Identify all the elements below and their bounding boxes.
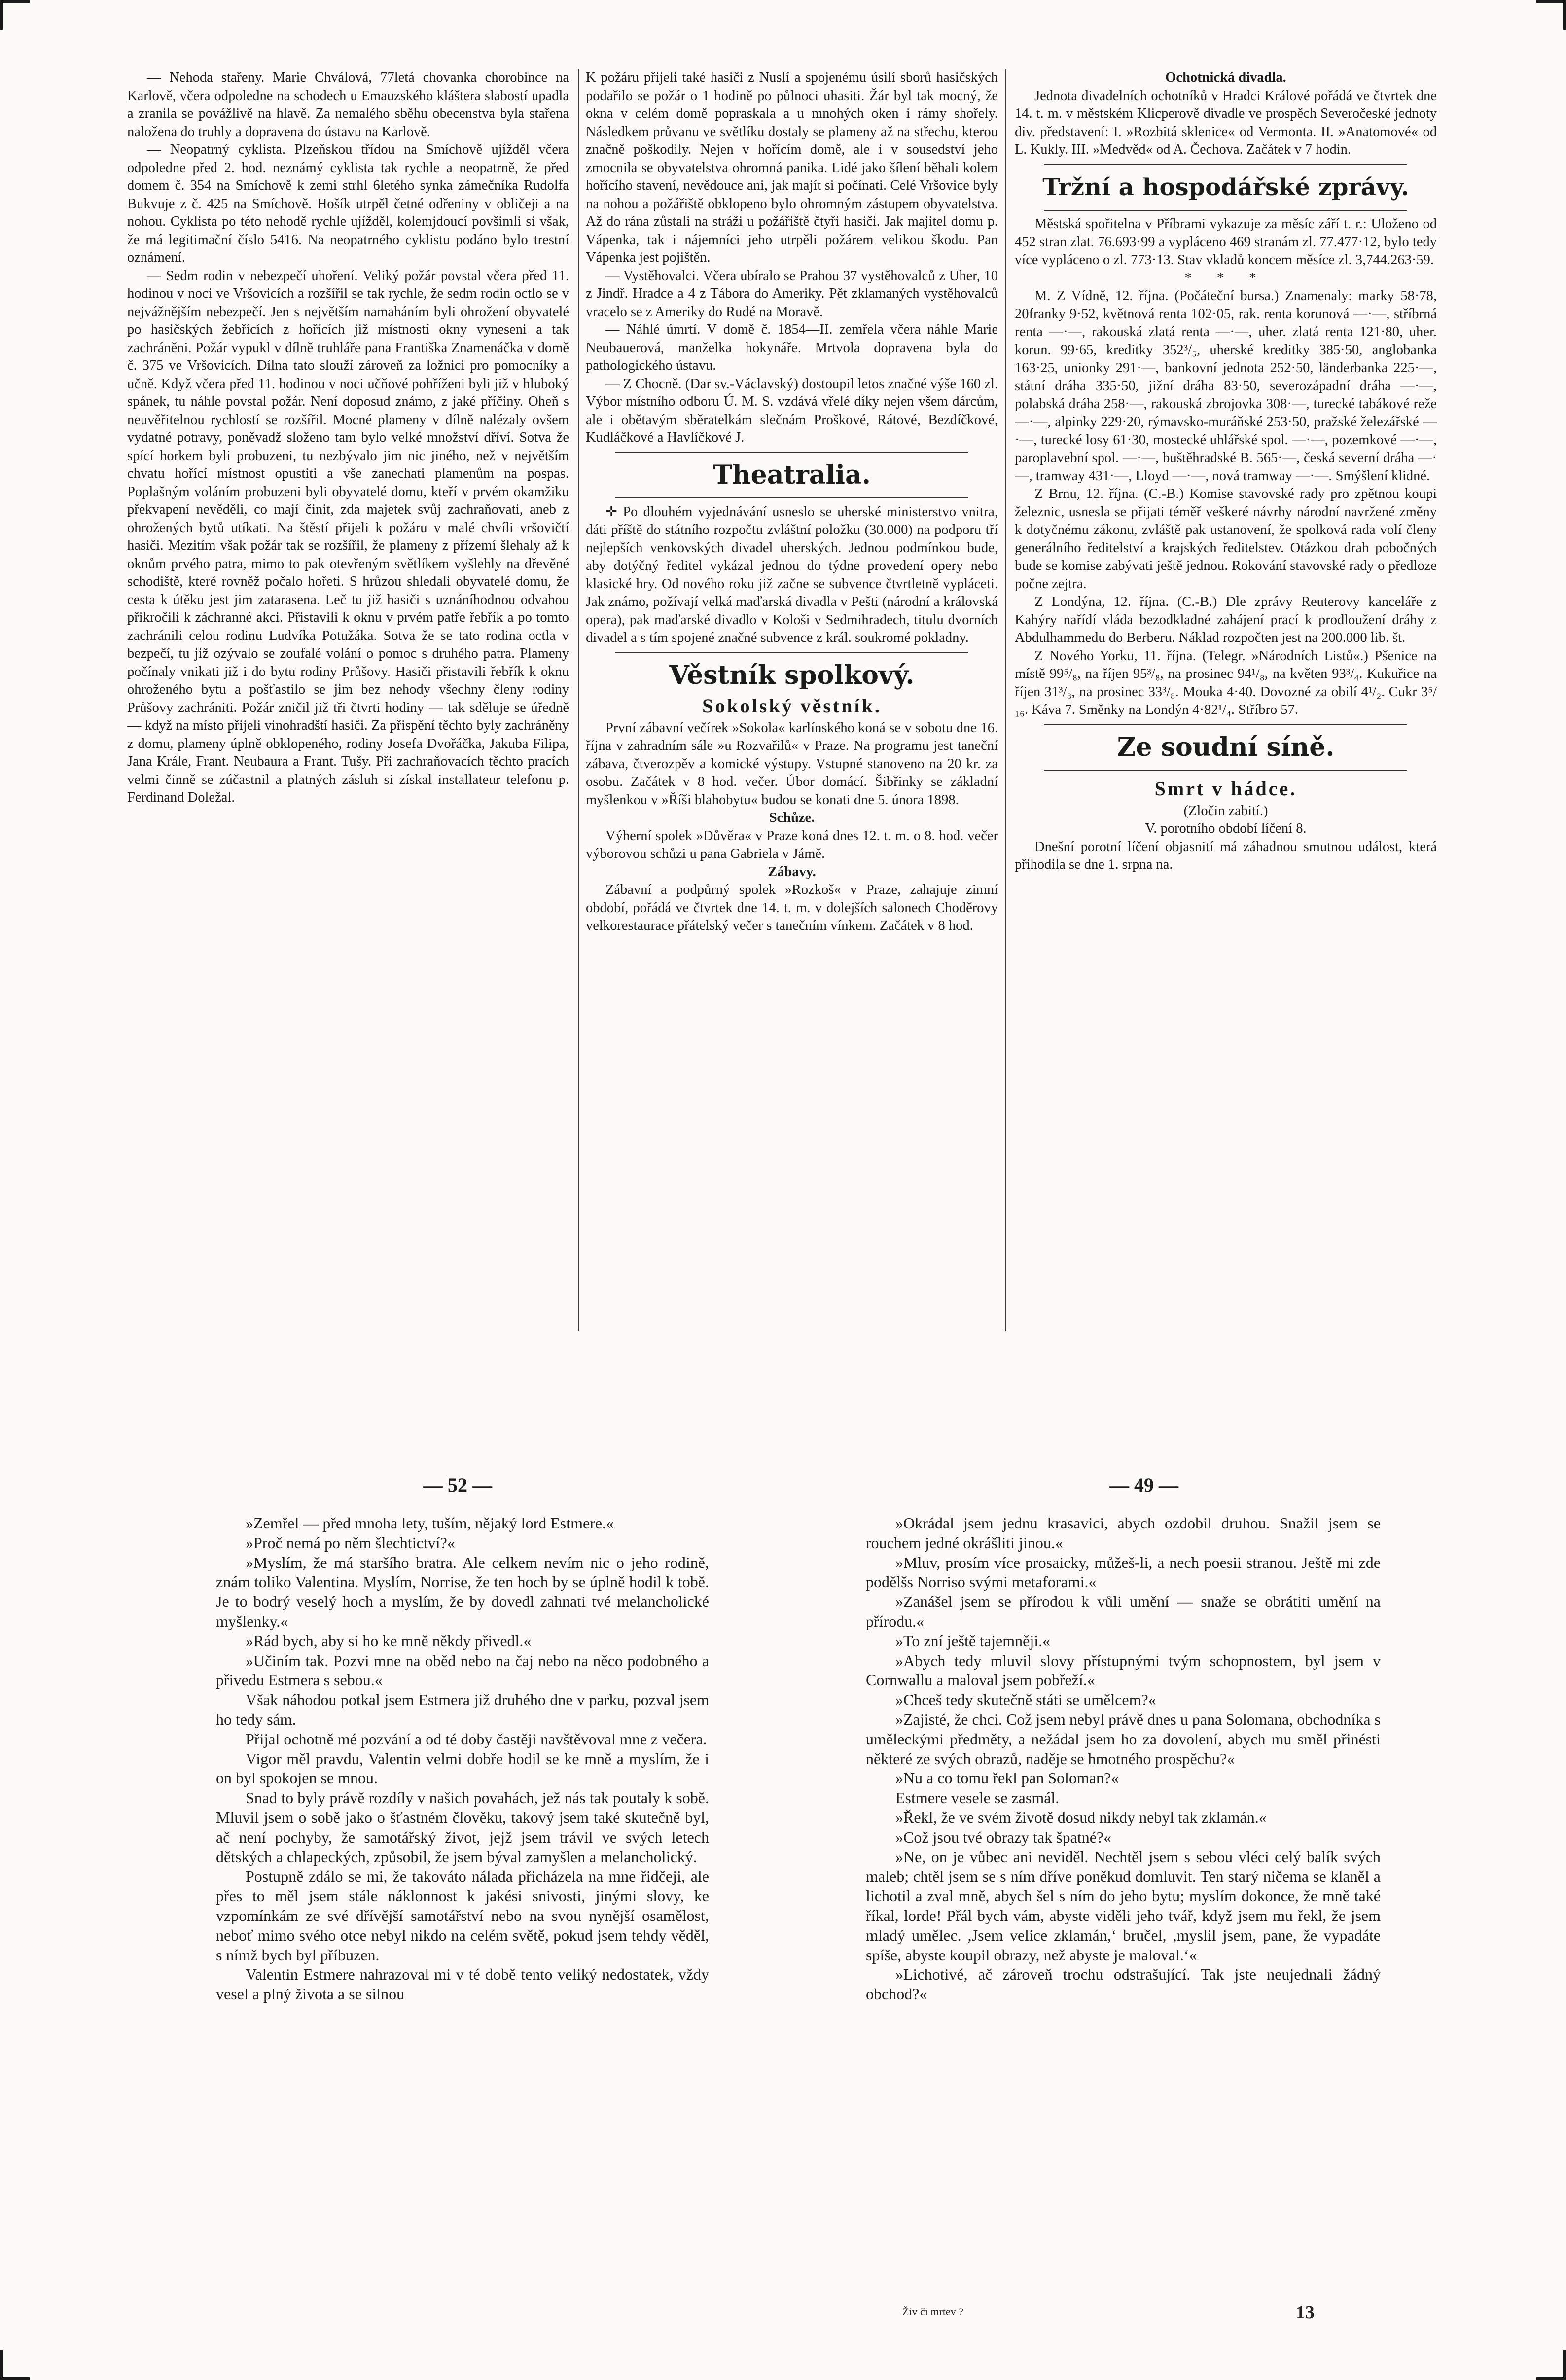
newyork-text: Z Nového Yorku, 11. října. (Telegr. »Národních Listů«.) Pšenice na místě 99⁵/₈, na říjen 95³/₈, na prosinec 94¹/₈, na květen 93³/₄. Kukuřice na říjen 31³/₈, na prosinec 33³/₈. Mouka 4·40. Dovozné za obilí 4¹/₂. Cukr 3⁵/₁₆. Káva 7. Směnky na Londýn 4·82¹/₄. Stříbro 57. — [1015, 648, 1437, 717]
theatralia-heading: Theatralia. — [713, 460, 871, 490]
book-paragraph: Estmere vesele se zasmál. — [895, 1789, 1060, 1807]
book-paragraph: »Učiním tak. Pozvi mne na oběd nebo na čaj nebo na něco podobného a přivedu Estmera s sebou.« — [216, 1651, 709, 1689]
article-umrti: — Náhlé úmrtí. V domě č. 1854—II. zemřela včera náhle Marie Neubauerová, manželka hokynáře. Mrtvola dopravena byla do pathologického ústavu. — [586, 322, 998, 373]
porotni-subheading: V. porotního období líčení 8. — [1145, 821, 1307, 836]
smrt-heading: Smrt v hádce. — [1154, 777, 1297, 800]
vestnik-heading: Věstník spolkový. — [669, 660, 915, 690]
book-paragraph: »Ne, on je vůbec ani neviděl. Nechtěl jsem s sebou vléci celý balík svých maleb; chtěl jsem se s ním dříve poněkud domluvit. Ten starý ničema se klaněl a lichotil a zval mně, abych šel s ním do jeho bytu; myslím dokonce, že mně také říkal, lorde! Přál bych vám, abyste viděli jeho tvář, když jsem mu řekl, že jsem mladý umělec. ,Jsem velice zklamán,‘ bručel, ,myslil jsem, pane, že vypadáte spíše, abyste koupil obrazy, než abyste je maloval.‘« — [866, 1847, 1381, 1964]
crop-mark — [0, 0, 30, 3]
book-paragraph: »Lichotivé, ač zároveň trochu odstrašující. Tak jste neujednali žádný obchod?« — [866, 1965, 1381, 2003]
book-paragraph: Snad to byly právě rozdíly v našich povahách, jež nás tak poutaly k sobě. Mluvil jsem o sobě jako o šťastném člověku, takový jsem také skutečně byl, ač není pochyby, že samotářský život, jejž jsem trávil ve svých letech dětských a chlapeckých, způsobil, že jsem býval zamyšlen a melancholický. — [216, 1789, 709, 1866]
crop-mark — [1563, 0, 1566, 30]
news-column-3 — [1015, 69, 1437, 1331]
section-rule — [615, 452, 968, 453]
crop-mark — [1536, 0, 1566, 3]
article-sedm-rodin: — Sedm rodin v nebezpečí uhoření. Veliký požár povstal včera před 11. hodinou v noci ve Vršovicích a rozšířil se tak rychle, že sedm rodin octlo se v nejvážnějším nebezpečí. Jen s největším namaháním byli ohrožení obyvatelé po hasičských žebřících z hořících již místností okny vyneseni a tak zachráněni. Požár vypukl v dílně truhláře pana Františka Znamenáčka v domě č. 375 ve Vršovicích. Dílna tato slouží zároveň za ložnici pro pomocníky a učně. Když včera před 11. hodinou v noci učňové pohříženi byli již v hluboký spánek, tu náhle povstal požár. Není doposud známo, z jaké příčiny. Oheň s neuvěřitelnou rychlostí se rozšířil. Mocné plameny v dílně nalézaly ovšem vydatné potravy, poněvadž složeno tam bylo velké množství dříví. Sotva že spící horkem byli probuzeni, tu nezbývalo jim nic jiného, než v největším chvatu hořící místnost opustiti a vše zanechati plamenům na pospas. Poplašným voláním probuzeni byli obyvatelé domu, kteří v prvém okamžiku překvapení nevěděli, co mají činit, zda majetek svůj zachraňovati, aneb z ohrožených bytů utíkati. Na štěstí přijeli k požáru v malé chvíli vršovičtí hasiči. Mezitím však požár tak se rozšířil, že plameny z přízemí šlehaly až k oknům prvého patra, mimo to pak otevřeným světlíkem vyšlehly na dřevěné schodiště, které rovněž počalo hořeti. S hrůzou shledali obyvatelé domu, že cesta k útěku jest jim zatarasena. Leč tu již hasiči s uznáníhodnou odvahou přikročili k záchranné akci. Přistavili k oknu v prvém patře řebřík a po tomto zachránili celou rodinu Ludvíka Potužáka. Sotva že se tato rodina octla v bezpečí, tu již ozývalo se zoufalé volání o pomoc s druhého patra. Plameny počínaly vnikati již i do bytu rodiny Průšovy. Hasiči přistavili řebřík k oknu ohroženého bytu a pošťastilo se jim bez nehody všechny členy rodiny Průšovy zachrániti. Požár zničil již tři čtvrti hodiny — tak sděluje se úředně — když na místo přijeli vinohradští hasiči. Za přispění těchto byly zachráněny z domu, plameny úplně obklopeného, rodiny Josefa Dvořáčka, Jakuba Filipa, Jana Krále, Frant. Neubaura a Frant. Tušy. Při zachraňovacích těchto pracích velmi činně se zúčastnil a platných zásluh si získal installateur telefonu p. Ferdinand Doležal. — [127, 268, 569, 805]
sokol-heading: Sokolský věstník. — [702, 694, 882, 717]
trzni-heading: Tržní a hospodářské zprávy. — [1042, 173, 1409, 201]
sporitelna-text: Městská spořitelna v Příbrami vykazuje za měsíc září t. r.: Uloženo od 452 stran zlat. 76.693·99 a vypláceno 469 stranám zl. 77.477·12, bylo tedy více vypláceno o zl. 773·13. Stav vkladů koncem měsíce zl. 3,744.263·59. — [1015, 216, 1437, 268]
sokol-text: První zábavní večírek »Sokola« karlínského koná se v sobotu dne 16. října v zahradním sále »u Rozvařilů« v Praze. Na programu jest taneční zábava, čtverozpěv a komické výstupy. Vstupné stanoveno na 20 kr. za osobu. Začátek v 8 hod. večer. Úbor domácí. Šibřinky se základní myšlenkou v »Říši blahobytu« budou se konati dne 5. února 1898. — [586, 720, 998, 808]
book-paragraph: »Proč nemá po něm šlechtictví?« — [246, 1533, 455, 1552]
signature-footer: Živ či mrtev ? — [902, 2306, 964, 2318]
crop-mark — [1563, 2350, 1566, 2380]
separator-stars: * * * — [1184, 270, 1267, 285]
theatralia-text: ✛ Po dlouhém vyjednávání usneslo se uherské ministerstvo vnitra, dáti příště do státního rozpočtu zvláštní položku (30.000) na podporu tří nejlepších venkovských divadel uherských. Jednou podmínkou bude, aby dotýčný ředitel vykázal jednou do týdne provedení opery nebo klasické hry. Od nového roku již začne se subvence čtvrtletně vypláceti. Jak známo, požívají velká maďarská divadla v Pešti (národní a královská opera), pak maďarské divadlo v Kološi v Sedmihradech, titulu dvorních divadel a s tím spojené značné subvence z král. soukromé pokladny. — [586, 504, 998, 645]
news-column-1 — [127, 69, 569, 1331]
crop-mark — [0, 2377, 30, 2380]
column-divider — [1005, 69, 1006, 1331]
page-number-right: — 49 — — [1109, 1474, 1178, 1496]
book-paragraph: »Zajisté, že chci. Což jsem nebyl právě dnes u pana Solomana, obchodníka s uměleckými předměty, a nežádal jsem ho za dovolení, abych mu směl přinésti některé ze svých obrazů, naděje se hmotného prospěchu?« — [866, 1710, 1381, 1768]
book-page-left — [216, 1514, 709, 2327]
article-chocen: — Z Chocně. (Dar sv.-Václavský) dostoupil letos značné výše 160 zl. Výbor místního odboru Ú. M. S. vzdává vřelé díky nejen všem dárcům, ale i obětavým sběratelkám slečnám Proškové, Rátové, Bezdíčkové, Kudláčkové a Havlíčkové J. — [586, 376, 998, 445]
section-rule — [1044, 770, 1407, 771]
crop-mark — [1536, 2377, 1566, 2380]
book-paragraph: »Řekl, že ve svém životě dosud nikdy nebyl tak zklamán.« — [895, 1808, 1267, 1826]
article-cyklista: — Neopatrný cyklista. Plzeňskou třídou na Smíchově ujížděl včera odpoledne před 2. hod. neznámý cyklista tak rychle a neopatrně, že před domem č. 354 na Smíchově k zemi strhl 6letého synka zámečníka Rudolfa Bukvuje z č. 425 na Smíchově. Hošík utrpěl četné odřeniny v obličeji a na nohou. Cyklista po této nehodě rychle ujížděl, kolemjdoucí povšimli si však, že má legitimační číslo 5416. Na neopatrného cyklistu podáno bylo trestní oznámení. — [127, 142, 569, 265]
ochotnicka-text: Jednota divadelních ochotníků v Hradci Králové pořádá ve čtvrtek dne 14. t. m. v městském Klicperově divadle ve prospěch Severočeské jednoty div. představení: I. »Rozbitá sklenice« od Vermonta. II. »Anatomové« od L. Kukly. III. »Medvěd« od A. Čechova. Začátek v 7 hodin. — [1015, 88, 1437, 157]
book-page-right — [866, 1514, 1381, 2303]
article-nehoda: — Nehoda stařeny. Marie Chválová, 77letá chovanka chorobince na Karlově, včera odpoledne na schodech u Emauzského kláštera slabostí upadla a zranila se povážlivě na hlavě. Za nemalého sběhu obecenstva byla stařena naložena do truhly a dopravena do ústavu na Karlově. — [127, 70, 569, 140]
book-paragraph: Však náhodou potkal jsem Estmera již druhého dne v parku, pozval jsem ho tedy sám. — [216, 1691, 709, 1728]
zabavy-text: Zábavní a podpůrný spolek »Rozkoš« v Praze, zahajuje zimní období, pořádá ve čtvrtek dne 14. t. m. v dolejších salonech Choděrovy velkorestaurace přátelský večer s tanečním vínkem. Začátek v 8 hod. — [586, 882, 998, 933]
book-paragraph: »Zemřel — před mnoha lety, tuším, nějaký lord Estmere.« — [246, 1514, 614, 1532]
article-pozar-cont: K požáru přijeli také hasiči z Nuslí a spojenému úsilí sborů hasičských podařilo se požár o 1 hodině po půlnoci uhasiti. Žár byl tak mocný, že okna v celém domě popraskala a u mnohých oken i rámy shořely. Následkem průvanu ve světlíku dostaly se plameny až na střechu, kterou značně poškodily. Nejen v hořícím domě, ale i v sousedství jeho zmocnila se obyvatelstva ohromná panika. Lidé jako šílení běhali kolem hořícího stavení, nevědouce ani, jak majít si počínati. Celé Vršovice byly na nohou a požářiště obklopeno bylo ohromným zástupem obyvatelstva. Až do rána zůstali na stráži u požářiště čtyři hasiči. Jak majitel domu p. Vápenka, tak i nájemníci jeho utrpěli požárem velikou škodu. Pan Vápenka jest pojištěn. — [586, 70, 998, 265]
zlocin-subheading: (Zločin zabití.) — [1183, 803, 1268, 818]
book-paragraph: »Chceš tedy skutečně státi se umělcem?« — [895, 1691, 1156, 1709]
page-number-left: — 52 — — [423, 1474, 492, 1496]
book-paragraph: »Mluv, prosím více prosaicky, můžeš-li, a nech poesii stranou. Ještě mi zde podělšs Norriso svými metaforami.« — [866, 1553, 1381, 1591]
schuze-heading: Schůze. — [769, 810, 815, 825]
videne-text: M. Z Vídně, 12. října. (Počáteční bursa.) Znamenaly: marky 58·78, 20franky 9·52, květnová renta 102·05, rak. renta korunová —·—, stříbrná renta —·—, rakouská zlatá renta —·—, uher. zlatá renta 121·80, uher. korun. 99·65, kreditky 352³/₅, uherské kreditky 385·50, anglobanka 163·25, unionky 291·—, bankovní jednota 252·50, länderbanka 225·—, státní dráha 335·50, jižní dráha 83·50, severozápadní dráha —·—, polabská dráha 258·—, rakouská zbrojovka 308·—, turecké tabákové reže —·—, alpinky 229·20, rýmavsko-muráňské 253·50, pražské železářské —·—, turecké losy 61·30, mostecké uhlářské spol. —·—, pozemkové —·—, paroplavební spol. —·—, buštěhradské B. 565·—, česká severní dráha —·—, tramway 431·—, Lloyd —·—, nová tramway —·—. Smýšlení klidné. — [1015, 288, 1437, 484]
soudni-text: Dnešní porotní líčení objasnití má záhadnou smutnou událost, která přihodila se dne 1. srpna na. — [1015, 839, 1437, 872]
londyn-text: Z Londýna, 12. října. (C.-B.) Dle zprávy Reuterovy kanceláře z Kahýry nařídí vláda bezodkladné zahájení prací k prodloužení dráhy z Abdulhammedu do Berberu. Náklad rozpočten jest na 200.000 lib. št. — [1015, 594, 1437, 645]
article-vystehovalci: — Vystěhovalci. Včera ubíralo se Prahou 37 vystěhovalců z Uher, 10 z Jindř. Hradce a 4 z Tábora do Ameriky. Pět zklamaných vystěhovalců vracelo se z Ameriky do Rudé na Moravě. — [586, 268, 998, 320]
book-paragraph: »Myslím, že má staršího bratra. Ale celkem nevím nic o jeho rodině, znám toliko Valentina. Myslím, Norrise, že ten hoch by se úplně hodil k tobě. Je to bodrý veselý hoch a myslím, že by dovedl zahnati tvé melancholické myšlenky.« — [216, 1553, 709, 1630]
crop-mark — [0, 0, 3, 30]
brno-text: Z Brnu, 12. října. (C.-B.) Komise stavovské rady pro zpětnou koupi železnic, usnesla se přijati téměř veškeré návrhy národní navržené změny k dotyčnému zákonu, zvláště pak ustanovení, že spolková rada volí členy generálního ředitelství a krajských ředitelstev. Otázkou drah pobočných bude se komise zabývati ještě jednou. Rokování stavovské rady o předloze počne zejtra. — [1015, 486, 1437, 592]
book-paragraph: Valentin Estmere nahrazoval mi v té době tento veliký nedostatek, vždy vesel a plný života a se silnou — [216, 1965, 709, 2003]
book-paragraph: »Rád bych, aby si ho ke mně někdy přivedl.« — [246, 1632, 532, 1650]
section-rule — [1044, 210, 1407, 211]
section-rule — [1044, 724, 1407, 725]
book-paragraph: »Abych tedy mluvil slovy přístupnými tvým schopnostem, byl jsem v Cornwallu a maloval jsem pobřeží.« — [866, 1651, 1381, 1689]
column-divider — [578, 69, 579, 1331]
crop-mark — [0, 2350, 3, 2380]
book-paragraph: »Nu a co tomu řekl pan Soloman?« — [895, 1769, 1119, 1787]
book-paragraph: Postupně zdálo se mi, že takováto nálada přicházela na mne řidčeji, ale přes to měl jsem stále náklonnost k jakési snivosti, jinými slovy, ke vzpomínkám ze své dřívější samotářství nebo na svou nynější osamělost, neboť mimo svého otce nebyl nikdo na celém světě, pokud jsem tehdy věděl, s nímž bych byl příbuzen. — [216, 1867, 709, 1964]
section-rule — [615, 497, 968, 498]
ochotnicka-heading: Ochotnická divadla. — [1165, 70, 1286, 85]
soudni-heading: Ze soudní síně. — [1117, 732, 1335, 762]
book-paragraph: »Zanášel jsem se přírodou k vůli umění — snaže se obrátiti umění na přírodu.« — [866, 1593, 1381, 1630]
section-rule — [1044, 164, 1407, 165]
book-paragraph: Přijal ochotně mé pozvání a od té doby častěji navštěvoval mne z večera. — [246, 1730, 707, 1748]
news-column-2 — [586, 69, 998, 1331]
schuze-text: Výherní spolek »Důvěra« v Praze koná dnes 12. t. m. o 8. hod. večer výborovou schůzi u pana Gabriela v Jámě. — [586, 828, 998, 861]
book-paragraph: »Což jsou tvé obrazy tak špatné?« — [895, 1828, 1112, 1846]
zabavy-heading: Zábavy. — [768, 864, 816, 880]
sheet-number: 13 — [1296, 2302, 1315, 2323]
book-paragraph: »To zní ještě tajemněji.« — [895, 1632, 1051, 1650]
section-rule — [615, 652, 968, 653]
book-paragraph: »Okrádal jsem jednu krasavici, abych ozdobil druhou. Snažil jsem se rouchem jedné okrášliti jinou.« — [866, 1514, 1381, 1552]
book-paragraph: Vigor měl pravdu, Valentin velmi dobře hodil se ke mně a myslím, že i on byl spokojen se mnou. — [216, 1749, 709, 1787]
